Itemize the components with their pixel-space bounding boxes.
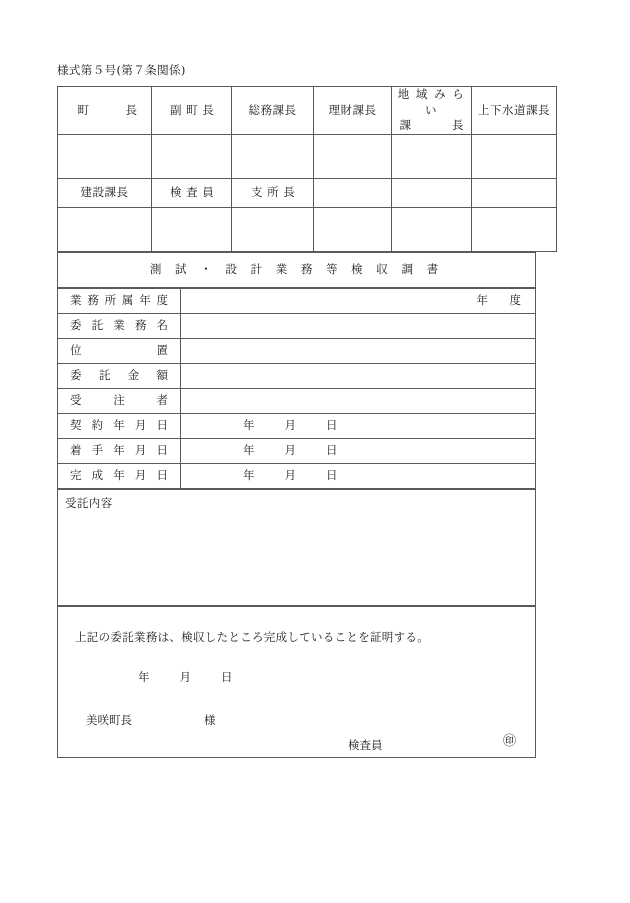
date-day-label: 日 xyxy=(326,467,338,482)
date-placeholder xyxy=(243,443,338,459)
document-title-table xyxy=(57,252,536,288)
approval-label-deputy-mayor: 副 町 長 xyxy=(169,102,215,117)
approval-signature-cell[interactable] xyxy=(152,134,232,178)
field-label-fiscal-year xyxy=(58,288,181,313)
approval-label-waterworks: 上下水道課長 xyxy=(478,102,550,117)
approval-signature-row-1 xyxy=(58,134,557,178)
date-day-label: 日 xyxy=(221,670,233,684)
approval-signature-cell[interactable] xyxy=(314,134,392,178)
field-value-start-date[interactable] xyxy=(181,438,536,463)
approval-cell-empty[interactable] xyxy=(314,178,392,207)
date-placeholder xyxy=(243,468,338,484)
field-label-completion-date xyxy=(58,463,181,488)
approval-label-regional-future-line1: 地 域 み ら い xyxy=(397,87,466,117)
approval-label-branch-office: 支 所 長 xyxy=(250,184,296,199)
approval-cell-general-affairs[interactable] xyxy=(232,87,314,135)
date-day-label: 日 xyxy=(326,417,338,432)
field-row-contract-amount xyxy=(58,363,536,388)
field-label-text: 契 約 年 月 日 xyxy=(70,417,168,432)
field-row-start-date xyxy=(58,438,536,463)
approval-signature-cell[interactable] xyxy=(232,134,314,178)
field-label-contract-date xyxy=(58,413,181,438)
field-value-completion-date[interactable] xyxy=(181,463,536,488)
field-label-contract-amount xyxy=(58,363,181,388)
field-label-text: 位 置 xyxy=(70,342,168,357)
approval-signature-cell[interactable] xyxy=(472,134,557,178)
approval-cell-inspector[interactable] xyxy=(152,178,232,207)
field-label-location xyxy=(58,338,181,363)
approval-cell-deputy-mayor[interactable] xyxy=(152,87,232,135)
date-placeholder xyxy=(243,418,338,434)
certification-box xyxy=(57,606,536,758)
field-suffix-fiscal-year: 年 度 xyxy=(476,292,526,307)
form-number-caption: 様式第５号(第７条関係) xyxy=(57,63,186,77)
approval-cell-empty[interactable] xyxy=(392,178,472,207)
field-row-service-name xyxy=(58,313,536,338)
certification-addressee xyxy=(86,712,216,728)
approval-cell-finance[interactable] xyxy=(314,87,392,135)
field-value-service-name[interactable] xyxy=(181,313,536,338)
field-value-contract-date[interactable] xyxy=(181,413,536,438)
approval-cell-branch-office[interactable] xyxy=(232,178,314,207)
approval-label-mayor: 町 長 xyxy=(77,102,138,117)
field-row-fiscal-year xyxy=(58,288,536,313)
approval-signature-cell[interactable] xyxy=(392,207,472,251)
addressee-honorific: 様 xyxy=(204,713,216,727)
approval-signature-cell[interactable] xyxy=(58,207,152,251)
certification-date[interactable] xyxy=(138,669,233,685)
field-label-text: 受 注 者 xyxy=(70,392,168,407)
field-value-contractor[interactable] xyxy=(181,388,536,413)
date-month-label: 月 xyxy=(284,417,296,432)
approval-cell-construction[interactable] xyxy=(58,178,152,207)
date-month-label: 月 xyxy=(284,442,296,457)
approval-header-row xyxy=(58,87,557,135)
field-row-contract-date xyxy=(58,413,536,438)
field-label-text: 業 務 所 属 年 度 xyxy=(70,292,168,307)
date-month-label: 月 xyxy=(284,467,296,482)
approval-signature-cell[interactable] xyxy=(152,207,232,251)
approval-stamp-table xyxy=(57,86,557,252)
approval-label-general-affairs: 総務課長 xyxy=(248,102,297,117)
approval-signature-cell[interactable] xyxy=(392,134,472,178)
date-year-label: 年 xyxy=(243,442,255,457)
approval-signature-row-2 xyxy=(58,207,557,251)
form-sheet xyxy=(57,86,550,489)
approval-cell-empty[interactable] xyxy=(472,178,557,207)
field-label-contractor xyxy=(58,388,181,413)
approval-label-regional-future-line2: 課 長 xyxy=(399,118,470,133)
date-year-label: 年 xyxy=(243,467,255,482)
field-row-completion-date xyxy=(58,463,536,488)
field-label-start-date xyxy=(58,438,181,463)
fields-table xyxy=(57,288,536,489)
date-day-label: 日 xyxy=(326,442,338,457)
approval-label-construction: 建設課長 xyxy=(80,184,129,199)
approval-signature-cell[interactable] xyxy=(232,207,314,251)
field-label-text: 着 手 年 月 日 xyxy=(70,442,168,457)
field-label-service-name xyxy=(58,313,181,338)
field-value-location[interactable] xyxy=(181,338,536,363)
approval-cell-waterworks[interactable] xyxy=(472,87,557,135)
approval-signature-cell[interactable] xyxy=(58,134,152,178)
seal-stamp-icon[interactable]: ㊞ xyxy=(503,734,517,749)
field-label-text: 委 託 業 務 名 xyxy=(70,317,168,332)
date-year-label: 年 xyxy=(138,670,150,684)
date-month-label: 月 xyxy=(179,670,191,684)
field-row-contractor xyxy=(58,388,536,413)
addressee-name: 美咲町長 xyxy=(86,713,132,727)
approval-cell-regional-future[interactable] xyxy=(392,87,472,135)
field-label-text: 委 託 金 額 xyxy=(70,367,168,382)
contract-details-box[interactable] xyxy=(57,489,536,606)
approval-header-row-2 xyxy=(58,178,557,207)
document-title-cell xyxy=(58,252,536,287)
document-title-row xyxy=(58,252,536,287)
approval-signature-cell[interactable] xyxy=(472,207,557,251)
approval-cell-mayor[interactable] xyxy=(58,87,152,135)
certification-statement: 上記の委託業務は、検収したところ完成していることを証明する。 xyxy=(75,630,429,644)
field-value-contract-amount[interactable] xyxy=(181,363,536,388)
field-value-fiscal-year[interactable] xyxy=(181,288,536,313)
approval-signature-cell[interactable] xyxy=(314,207,392,251)
contract-details-label: 受託内容 xyxy=(65,496,113,510)
field-row-location xyxy=(58,338,536,363)
field-label-text: 完 成 年 月 日 xyxy=(70,467,168,482)
page-title: 測 試 ・ 設 計 業 務 等 検 収 調 書 xyxy=(149,261,444,276)
approval-label-inspector: 検 査 員 xyxy=(169,184,215,199)
date-year-label: 年 xyxy=(243,417,255,432)
certification-signer-label: 検査員 xyxy=(348,738,383,752)
approval-label-finance: 理財課長 xyxy=(328,102,377,117)
